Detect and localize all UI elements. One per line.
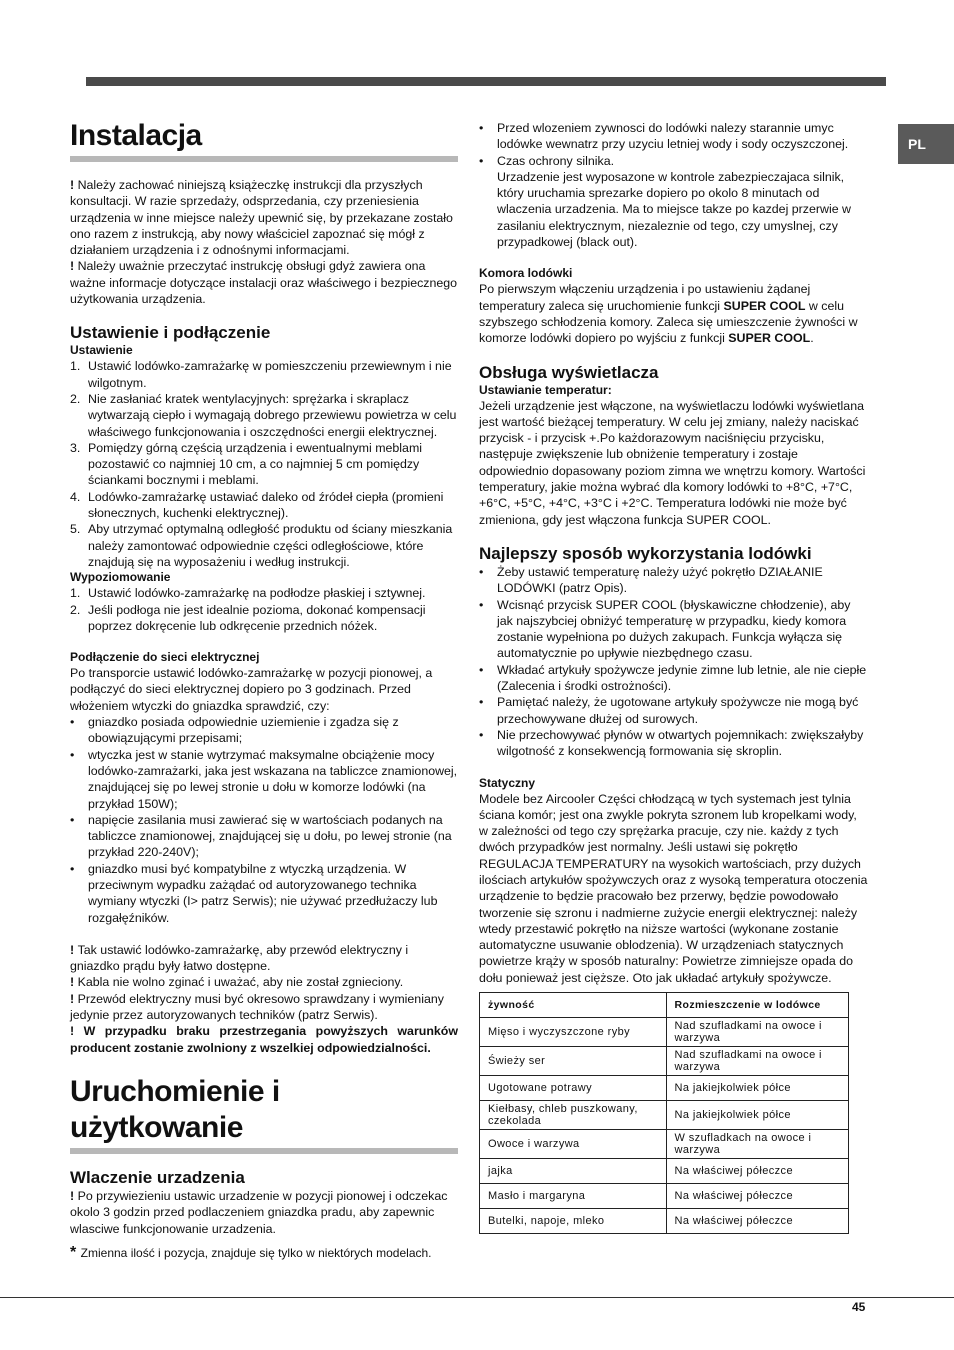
heading-setup: Ustawienie i podłączenie bbox=[70, 323, 271, 343]
table-cell: Mięso i wyczyszczone ryby bbox=[480, 1018, 667, 1047]
subheading-placement: Ustawienie bbox=[70, 343, 133, 358]
table-cell: Kiełbasy, chleb puszkowany, czekolada bbox=[480, 1101, 667, 1130]
list-item: • napięcie zasilania musi zawierać się w wartościach podanych na tabliczce znamionowej, znajdującej się u dołu, po lewej stronie (na przykład 220-240V); bbox=[70, 812, 452, 860]
top-rule bbox=[86, 77, 886, 86]
list-item: • Przed wlozeniem zywnosci do lodówki nalezy starannie umyc lodówke wewnatrz przy uzyciu letniej wody i sody oczyszczonej. bbox=[479, 121, 849, 152]
heading-display: Obsługa wyświetlacza bbox=[479, 362, 659, 382]
list-item: • gniazdko musi być kompatybilne z wtyczką urządzenia. W przeciwnym wypadku zażądać od autoryzowanego technika wymiany wtyczki (I> patrz Serwis); nie używać przedłużaczy lub rozgałęźników. bbox=[70, 861, 438, 925]
table-cell: jajka bbox=[480, 1159, 667, 1184]
fridge-paragraph: Po pierwszym włączeniu urządzenia i po ustawieniu żądanej temperatury zaleca się uruchomienie funkcji SUPER COOL w celu szybszego schłodzenia komory. Zaleca się umieszczenie żywności w komorze lodówki dopiero po wyjściu z funkcji SUPER COOL. bbox=[479, 282, 858, 346]
bottom-rule bbox=[0, 1297, 954, 1298]
table-cell: Owoce i warzywa bbox=[480, 1130, 667, 1159]
table-cell: Świeży ser bbox=[480, 1047, 667, 1076]
table-row bbox=[480, 1184, 849, 1209]
warning-1: ! Tak ustawić lodówko-zamrażarkę, aby przewód elektryczny i gniazdko prądu były łatwo dostępne. bbox=[70, 942, 409, 974]
intro-paragraph-1: ! Należy zachować niniejszą książeczkę instrukcji dla przyszłych konsultacji. W razie sprzedaży, odsprzedania, czy przeniesienia urządzenia w inne miejsce należy upewnić się, by przekazane zostało ono razem z instrukcją, aby nowy właściciel zapoznać się mógł z działaniem urządzenia i z odnośnymi informacjami. bbox=[70, 178, 453, 258]
setup-list bbox=[70, 358, 458, 570]
table-header: żywność bbox=[480, 993, 667, 1018]
list-item: 3. Pomiędzy górną częścią urządzenia i ewentualnymi meblami pozostawić co najmniej 10 cm, a co najmniej 5 cm pomiędzy ściankami bocznymi i meblami. bbox=[70, 440, 423, 488]
list-item: 2. Nie zasłaniać kratek wentylacyjnych: sprężarka i skraplacz wytwarzają ciepło i wymagają dobrego przewiewu powietrza w celu właściwego funkcjonowania i oszczędności energii elektrycznej. bbox=[70, 391, 457, 439]
table-cell: W szufladkach na owoce i warzywa bbox=[666, 1130, 848, 1159]
table-cell: Ugotowane potrawy bbox=[480, 1076, 667, 1101]
food-placement-table bbox=[479, 992, 849, 1234]
page-number: 45 bbox=[852, 1300, 866, 1314]
table-row bbox=[480, 1101, 849, 1130]
subheading-fridge-compartment: Komora lodówki bbox=[479, 266, 573, 281]
table-row bbox=[480, 1076, 849, 1101]
table-row bbox=[480, 1047, 849, 1076]
warning-2: ! Kabla nie wolno zginać i uważać, aby nie został zgnieciony. bbox=[70, 975, 404, 990]
motor-protection-text: Urzadzenie jest wyposazone w kontrole zabezpieczajaca silnik, który uruchamia sprezarke dopiero po okolo 8 minutach od wlaczenia urzadzenia. Ma to miejsce takze po kazdej przerwie w zasilaniu elektrycznym, niezaleznie od tego, czy umyslnej, czy przypadkowej (black out). bbox=[497, 169, 851, 250]
leveling-list bbox=[70, 585, 458, 634]
subheading-electrical: Podłączenie do sieci elektrycznej bbox=[70, 650, 260, 665]
table-cell: Na właściwej półeczce bbox=[666, 1159, 848, 1184]
section-title-installation: Instalacja bbox=[70, 118, 458, 162]
top-bullets bbox=[479, 120, 869, 169]
startup-paragraph: ! Po przywiezieniu ustawic urzadzenie w pozycji pionowej i odczekac okolo 3 godzin przed podlaczeniem gniazdka pradu, aby zapewnic wlasciwe funkcjonowanie urzadzenia. bbox=[70, 1188, 448, 1236]
table-cell: Na właściwej półeczce bbox=[666, 1184, 848, 1209]
static-paragraph: Modele bez Aircooler Części chłodzącą w tych systemach jest tylnia ściana komór; jest ona zwykle pokryta szronem lub kropelkami wody, w zależności od tego czy sprężarka pracuje, czy nie. każdy z tych dwóch przypadków jest normalny. Jeśli ustawi się pokrętło REGULACJA TEMPERATURY na wysokich wartościach, przy dużych ilościach artykułów spożywczych oraz z wysoką temperatura otoczenia urządzenie to będzie pracowało bez przerwy, będzie powodowało tworzenie się szronu i nadmierne zużycie energii elektrycznej: należy wtedy przestawić pokrętło na niższe wartości (wykonane zostanie automatyczne usuwanie oblodzenia). W urządzeniach statycznych powietrze krąży w sposób naturalny: Powietrze zimniejsze opada do dołu ponieważ jest cięższe. Oto jak układać artykuły spożywcze. bbox=[479, 791, 868, 985]
right-column bbox=[479, 120, 869, 1234]
footnote: * Zmienna ilość i pozycja, znajduje się tylko w niektórych modelach. bbox=[70, 1243, 432, 1261]
table-row bbox=[480, 1159, 849, 1184]
table-cell: Masło i margaryna bbox=[480, 1184, 667, 1209]
warning-4: ! W przypadku braku przestrzegania powyższych warunków producent zostanie zwolniony z wszelkiej odpowiedzialności. bbox=[70, 1024, 459, 1055]
table-row bbox=[480, 1209, 849, 1234]
warning-3: ! Przewód elektryczny musi być okresowo sprawdzany i wymieniany jedynie przez autoryzowanych techników (patrz Serwis). bbox=[70, 991, 444, 1023]
table-cell: Butelki, napoje, mleko bbox=[480, 1209, 667, 1234]
list-item: • wtyczka jest w stanie wytrzymać maksymalne obciążenie mocy lodówko-zamrażarki, jaka jest wskazana na tabliczce znamionowej, znajdującej się po lewej stronie u dołu w komorze lodówki (na przykład 150W); bbox=[70, 747, 458, 811]
left-column bbox=[70, 118, 458, 1261]
list-item: • Czas ochrony silnika. bbox=[479, 153, 615, 168]
list-item: 2. Jeśli podłoga nie jest idealnie pozioma, dokonać kompensacji poprzez dokręcenie lub odkręcenie przednich nóżek. bbox=[70, 602, 426, 633]
subheading-temperature: Ustawianie temperatur: bbox=[479, 382, 612, 397]
table-cell: Nad szufladkami na owoce i warzywa bbox=[666, 1018, 848, 1047]
table-cell: Na właściwej półeczce bbox=[666, 1209, 848, 1234]
table-cell: Na jakiejkolwiek półce bbox=[666, 1076, 848, 1101]
temperature-paragraph: Jeżeli urządzenie jest włączone, na wyświetlaczu lodówki wyświetlana jest wartość bieżącej temperatury. W celu jej zmiany, należy naciskać przycisk - i przycisk +.Po każdorazowym naciśnięciu przycisku, następuje zwiększenie lub obniżenie temperatury i zostaje odpowiednio dopasowany poziom zimna we wnętrzu komory. Wartości temperatury, jakie można wybrać dla komory lodówki to +8°C, +7°C, +6°C, +5°C, +4°C, +3°C i +2°C. Temperatura lodówki nie może być zmieniona, gdy jest włączona funkcja SUPER COOL. bbox=[479, 398, 866, 527]
electrical-list bbox=[70, 714, 458, 926]
language-tab: PL bbox=[898, 124, 954, 164]
best-use-list bbox=[479, 564, 869, 760]
list-item: 5. Aby utrzymać optymalną odległość produktu od ściany mieszkania należy zamontować odpowiednie części odległościowe, które znajdują się na wyposażeniu i według instrukcji. bbox=[70, 522, 453, 569]
heading-switch-on: Wlaczenie urzadzenia bbox=[70, 1167, 245, 1187]
intro-paragraph-2: ! Należy uważnie przeczytać instrukcję obsługi gdyż zawiera ona ważne informacje dotyczące instalacji oraz właściwego i bezpiecznego użytkowania urządzenia. bbox=[70, 259, 458, 307]
list-item: 4. Lodówko-zamrażarkę ustawiać daleko od źródeł ciepła (promieni słonecznych, kuchenki elektrycznej). bbox=[70, 489, 444, 521]
list-item: • Nie przechowywać płynów w otwartych pojemnikach: zwiększałyby wilgotność z konsekwencją formowania się skroplin. bbox=[479, 727, 864, 759]
table-row bbox=[480, 1130, 849, 1159]
section-title-startup: Uruchomienie i użytkowanie bbox=[70, 1074, 458, 1154]
heading-best-use: Najlepszy sposób wykorzystania lodówki bbox=[479, 543, 812, 563]
list-item: • gniazdko posiada odpowiednie uziemienie i zgadza się z obowiązującymi przepisami; bbox=[70, 715, 399, 746]
table-header-row bbox=[480, 993, 849, 1018]
subheading-static: Statyczny bbox=[479, 775, 536, 790]
table-header: Rozmieszczenie w lodówce bbox=[666, 993, 848, 1018]
list-item: • Wkładać artykuły spożywcze jedynie zimne lub letnie, ale nie ciepłe (Zalecenia i środki ostrożności). bbox=[479, 662, 867, 694]
list-item: • Wcisnąć przycisk SUPER COOL (błyskawiczne chłodzenie), aby jak najszybciej obniżyć temperaturę w przypadku, kiedy komora zostanie wypełniona po dużych zakupach. Funkcja wyłącza się automatycznie po upływie niezbędnego czasu. bbox=[479, 597, 851, 661]
list-item: 1. Ustawić lodówko-zamrażarkę w pomieszczeniu przewiewnym i nie wilgotnym. bbox=[70, 359, 452, 390]
table-row bbox=[480, 1018, 849, 1047]
list-item: • Pamiętać należy, że ugotowane artykuły spożywcze nie mogą być przechowywane dłużej od surowych. bbox=[479, 695, 859, 726]
table-cell: Na jakiejkolwiek półce bbox=[666, 1101, 848, 1130]
electrical-intro: Po transporcie ustawić lodówko-zamrażarkę w pozycji pionowej, a podłączyć do sieci elektrycznej dopiero po 3 godzinach. Przed włożeniem wtyczki do gniazdka sprawdzić, czy: bbox=[70, 666, 433, 713]
subheading-leveling: Wypoziomowanie bbox=[70, 570, 171, 585]
list-item: 1. Ustawić lodówko-zamrażarkę na podłodze płaskiej i sztywnej. bbox=[70, 586, 426, 601]
list-item: • Żeby ustawić temperaturę należy użyć pokrętło DZIAŁANIE LODÓWKI (patrz Opis). bbox=[479, 564, 823, 596]
table-cell: Nad szufladkami na owoce i warzywa bbox=[666, 1047, 848, 1076]
